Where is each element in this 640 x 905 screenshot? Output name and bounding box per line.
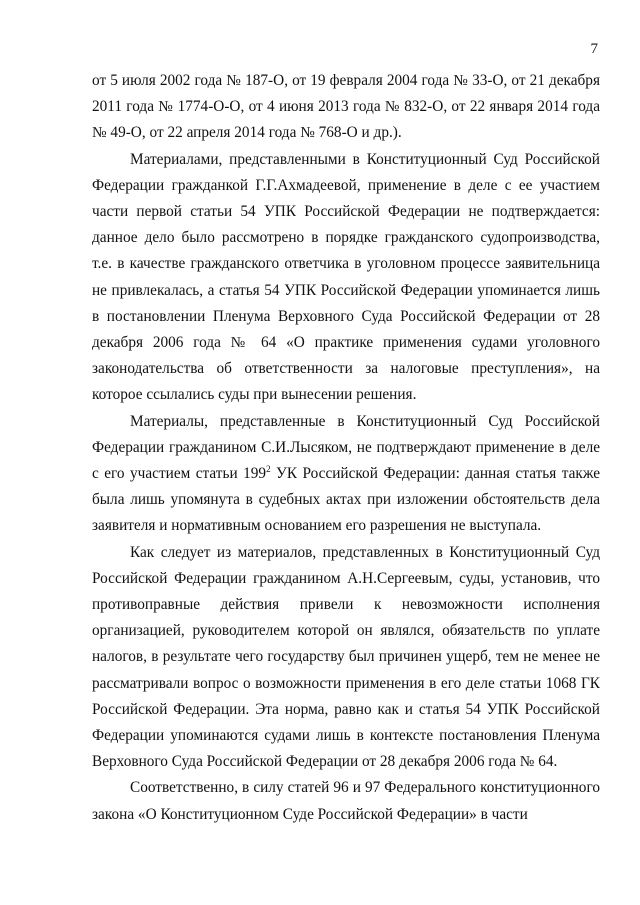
document-body	[92, 68, 600, 828]
page-number: 7	[590, 41, 598, 57]
paragraph-lysyak-text-after: УК Российской Федерации: данная статья также была лишь упомянута в судебных актах при изложении обстоятельств дела заявителя и нормативным основанием его разрешения не выступала.	[92, 465, 600, 535]
paragraph-citations-continued: от 5 июля 2002 года № 187-О, от 19 февраля 2004 года № 33-О, от 21 декабря 2011 года № 1774-О-О, от 4 июня 2013 года № 832-О, от 22 января 2014 года № 49-О, от 22 апреля 2014 года № 768-О и др.).	[92, 72, 600, 142]
paragraph-lysyak	[92, 409, 600, 540]
paragraph-lysyak-text-before: Материалы, представленные в Конституционный Суд Российской Федерации гражданином С.И.Лысяком, не подтверждают применение в деле с его участием статьи 199	[92, 412, 600, 483]
paragraph-sergeev: Как следует из материалов, представленных в Конституционный Суд Российской Федерации гражданином А.Н.Сергеевым, суды, установив, что противоправные действия привели к невозможности исполнения организацией, руководителем которой он являлся, обязательств по уплате налогов, в результате чего государству был причинен ущерб, тем не менее не рассматривали вопрос о возможности применения в его деле статьи 1068 ГК Российской Федерации. Эта норма, равно как и статья 54 УПК Российской Федерации упоминаются судами лишь в контексте постановления Пленума Верховного Суда Российской Федерации от 28 декабря 2006 года № 64.	[92, 543, 600, 771]
paragraph-akhmadeeva: Материалами, представленными в Конституционный Суд Российской Федерации гражданкой Г.Г.Ахмадеевой, применение в деле с ее участием части первой статьи 54 УПК Российской Федерации не подтверждается: данное дело было рассмотрено в порядке гражданского судопроизводства, т.е. в качестве гражданского ответчика в уголовном процессе заявительница не привлекалась, а статья 54 УПК Российской Федерации упоминается лишь в постановлении Пленума Верховного Суда Российской Федерации от 28 декабря 2006 года № 64 «О практике применения судами уголовного законодательства об ответственности за налоговые преступления», на которое ссылались суды при вынесении решения.	[92, 150, 600, 404]
paragraph-consequently: Соответственно, в силу статей 96 и 97 Федерального конституционного закона «О Конституционном Суде Российской Федерации» в части	[92, 779, 600, 823]
article-superscript: 2	[266, 463, 271, 474]
